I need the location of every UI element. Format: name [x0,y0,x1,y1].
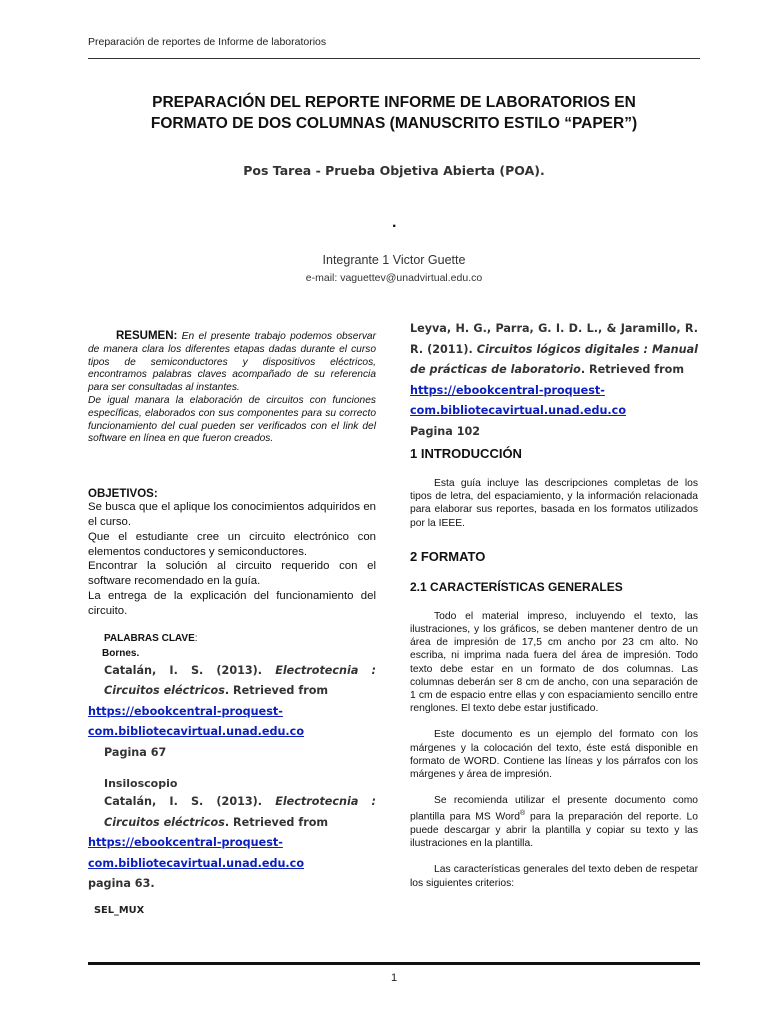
objective-item: Se busca que el aplique los conocimientos adquiridos en el curso. [88,501,376,528]
title-line-1: PREPARACIÓN DEL REPORTE INFORME DE LABORATORIOS EN [152,94,636,111]
left-column [88,330,376,916]
keywords-heading: PALABRAS CLAVE: [104,632,198,644]
reference-entry: Catalán, I. S. (2013). Electrotecnia : Circuitos eléctricos. Retrieved from https://ebookcentral-proquest- com.bibliotecavirtual.unad.edu.co pagina 63. [88,792,376,895]
section-heading-introduccion: 1 INTRODUCCIÓN [410,446,522,461]
header-rule [88,58,700,59]
keyword-bornes: Bornes. [102,647,140,659]
keyword-insiloscopio: Insiloscopio [104,777,178,791]
author-email: e-mail: vaguettev@unadvirtual.edu.co [305,272,483,284]
objectives-heading: OBJETIVOS: [88,488,158,501]
body-paragraph: Este documento es un ejemplo del formato con los márgenes y la colocación del texto, éste está disponible en formato de WORD. Contiene las líneas y los párrafos con los márgenes y área de impresión. [410,729,698,781]
reference-link[interactable]: https://ebookcentral-proquest- [88,836,283,850]
reference-page: pagina 63. [88,877,155,891]
author-name: Integrante 1 Victor Guette [322,253,466,267]
reference-entry: Catalán, I. S. (2013). Electrotecnia : Circuitos eléctricos. Retrieved from https://ebookcentral-proquest- com.bibliotecavirtual.unad.edu.co Pagina 67 [88,661,376,764]
document-title [88,92,700,134]
subsection-heading-caracteristicas: 2.1 CARACTERÍSTICAS GENERALES [410,579,623,594]
reference-link[interactable]: https://ebookcentral-proquest- [88,704,283,718]
objective-item: Que el estudiante cree un circuito electrónico con elementos conductores y semiconductores. [88,530,376,558]
footer-rule [88,962,700,965]
reference-link[interactable]: https://ebookcentral-proquest- [410,383,605,397]
reference-link[interactable]: com.bibliotecavirtual.unad.edu.co [88,856,305,870]
document-subtitle: Pos Tarea - Prueba Objetiva Abierta (POA). [243,163,545,178]
right-column [410,319,698,890]
reference-entry: Leyva, H. G., Parra, G. I. D. L., & Jaramillo, R. R. (2011). Circuitos lógicos digitales : Manual de prácticas de laboratorio. Retrieved from https://ebookcentral-proquest- com.bibliotecavirtual.unad.edu.co Pagina 102 [410,319,698,442]
reference-page: Pagina 67 [104,745,167,759]
abstract-paragraph-2: De igual manara la elaboración de circuitos con funciones específicas, elaborados con sus componentes para su correcto funcionamiento del cual pueden ser verificados con el link del software en línea en que fueron creados. [88,394,376,445]
reference-link[interactable]: com.bibliotecavirtual.unad.edu.co [88,725,305,739]
separator-dot: . [392,214,397,231]
body-paragraph: Se recomienda utilizar el presente documento como plantilla para MS Word® para la preparación del reporte. Lo puede descargar y abrir la plantilla y copiar su texto y las ilustraciones en la plantilla. [410,795,698,850]
objective-item: Encontrar la solución al circuito requerido con el software recomendado en la guía. [88,560,376,588]
section-heading-formato: 2 FORMATO [410,548,486,564]
running-header: Preparación de reportes de Informe de laboratorios [88,36,327,48]
reference-link[interactable]: com.bibliotecavirtual.unad.edu.co [410,404,627,417]
body-paragraph: Las características generales del texto deben de respetar los siguientes criterios: [410,864,698,889]
keyword-sel-mux: SEL_MUX [94,904,145,916]
intro-paragraph: Esta guía incluye las descripciones completas de los tipos de letra, del espaciamiento, y la información relacionada para elaborar sus reportes, basada en los formatos utilizados por la IEEE. [410,478,698,529]
page-number: 1 [390,972,398,984]
reference-page: Pagina 102 [410,424,481,438]
abstract-paragraph-1: En el presente trabajo podemos observar de manera clara los diferentes etapas dadas durante el curso tipos de semiconductores y dispositivos eléctricos, encontramos palabras claves acompañado de su referencia para ser consultadas al instantes. [88,331,376,394]
abstract-label: RESUMEN: [116,330,178,342]
title-line-2: FORMATO DE DOS COLUMNAS (MANUSCRITO ESTILO “PAPER”) [150,115,638,132]
body-paragraph: Todo el material impreso, incluyendo el texto, las ilustraciones, y los gráficos, se deben mantener dentro de un área de impresión de 17,5 cm ancho por 23 cm alto. No escriba, ni imprima nada fuera del área de impresión. Todo texto debe estar en un formato de dos columnas. Las columnas deberán ser 8 cm de ancho, con una separación de 1 cm de espacio entre ellas y con espaciamiento sencillo entre renglones. El texto debe estar justificado. [410,610,698,715]
abstract [88,330,376,446]
objective-item: La entrega de la explicación del funcionamiento del circuito. [88,589,376,617]
